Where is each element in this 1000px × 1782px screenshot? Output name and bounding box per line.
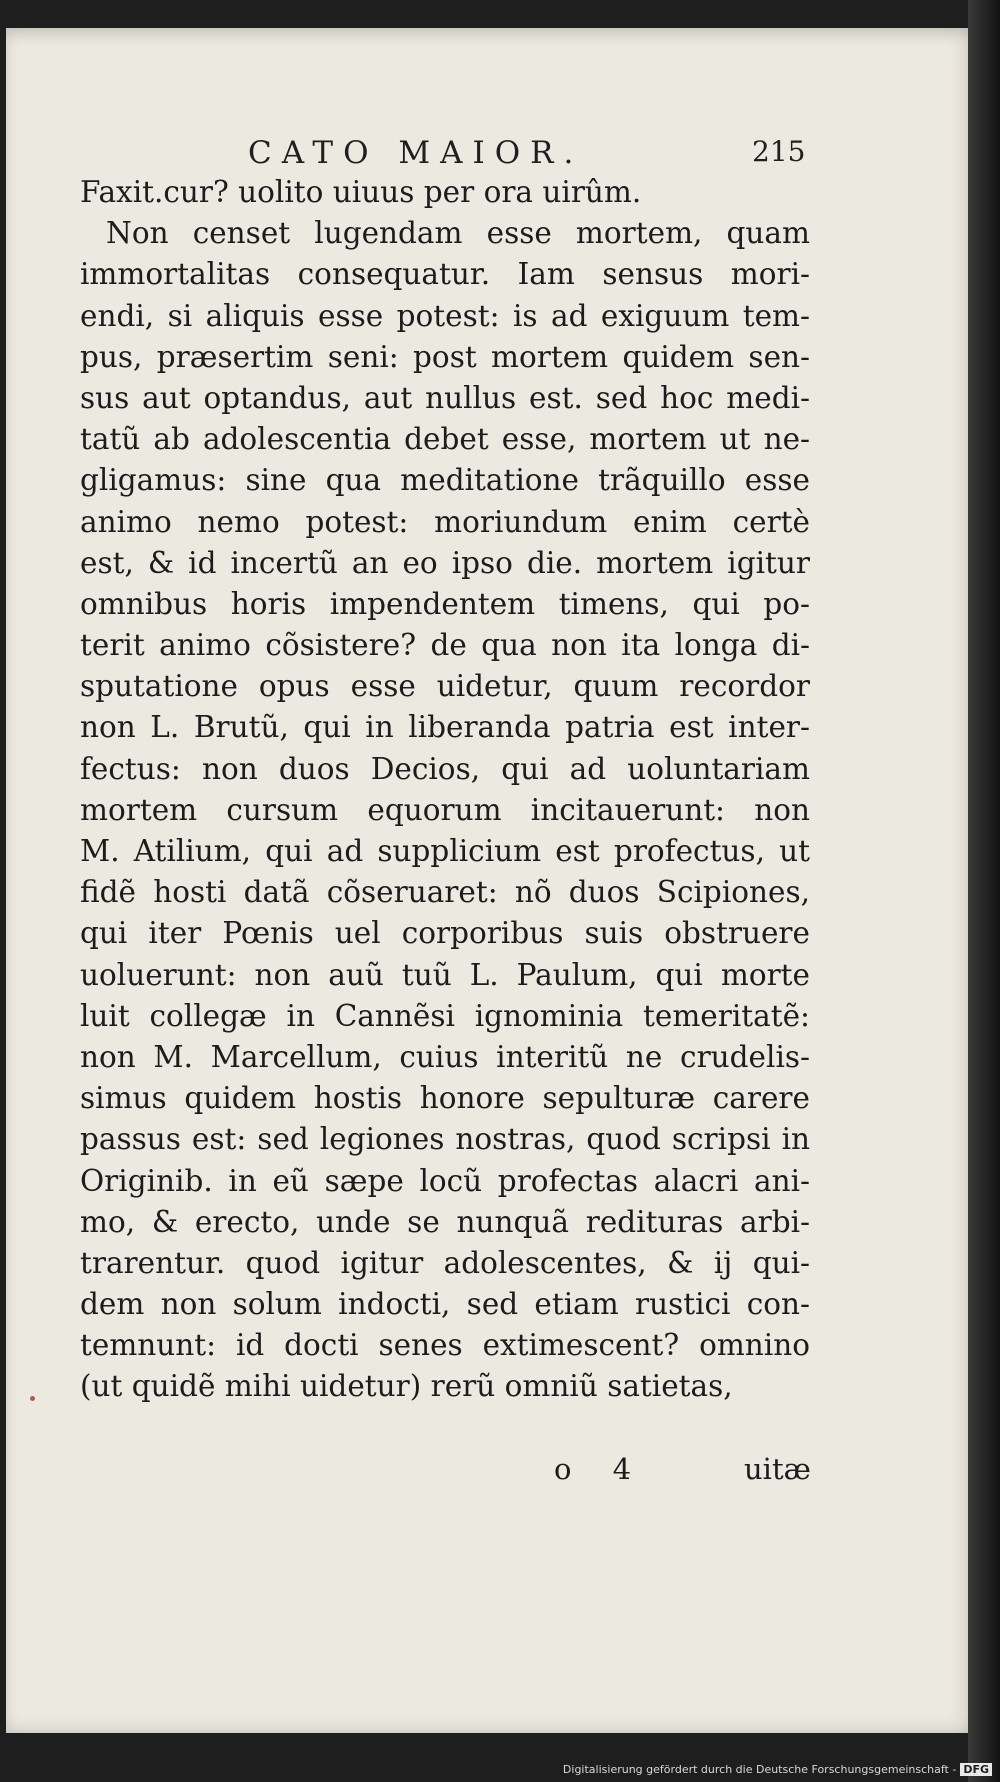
- text-line: tatũ ab adolescentia debet esse, mortem ut ne-: [80, 422, 810, 457]
- running-title: CATO MAIOR.: [248, 135, 584, 171]
- text-line: non M. Marcellum, cuius interitũ ne crudelis-: [80, 1039, 810, 1074]
- text-line: non L. Brutũ, qui in liberanda patria est inter-: [80, 710, 810, 745]
- text-line: uoluerunt: non auũ tuũ L. Paulum, qui morte: [80, 957, 810, 992]
- text-line: (ut quidẽ mihi uidetur) rerũ omniũ satietas,: [80, 1369, 733, 1404]
- book-spine-shadow: [968, 0, 1000, 1782]
- text-line: Originib. in eũ sæpe locũ profectas alacri ani-: [80, 1163, 810, 1198]
- text-line: animo nemo potest: moriundum enim certè: [80, 504, 810, 539]
- signature-mark: o 4: [554, 1452, 648, 1486]
- text-line: fidẽ hosti datã cõseruaret: nõ duos Scipiones,: [80, 875, 810, 910]
- ink-speck: [30, 1396, 35, 1401]
- text-line: omnibus horis impendentem timens, qui po-: [80, 586, 810, 621]
- text-line: pus, præsertim seni: post mortem quidem sen-: [80, 339, 810, 374]
- text-line: sus aut optandus, aut nullus est. sed hoc medi-: [80, 380, 810, 415]
- digitization-credit: [563, 1763, 992, 1776]
- text-line: Non censet lugendam esse mortem, quam: [106, 216, 810, 251]
- text-line: immortalitas consequatur. Iam sensus mori-: [80, 257, 810, 292]
- text-line: Faxit.cur? uolito uiuus per ora uirûm.: [80, 175, 642, 209]
- text-line: qui iter Pœnis uel corporibus suis obstruere: [80, 916, 810, 951]
- text-line: est, & id incertũ an eo ipso die. mortem igitur: [80, 545, 810, 580]
- body-text: [80, 172, 810, 1408]
- text-line: sputatione opus esse uidetur, quum recordor: [80, 669, 810, 704]
- dfg-logo: DFG: [960, 1763, 992, 1776]
- credit-text: Digitalisierung gefördert durch die Deutsche Forschungsgemeinschaft -: [562, 1763, 957, 1776]
- text-line: mortem cursum equorum incitauerunt: non: [80, 792, 810, 827]
- page-number: 215: [752, 135, 806, 168]
- running-head: [0, 135, 1000, 175]
- text-line: M. Atilium, qui ad supplicium est profectus, ut: [80, 834, 810, 868]
- text-line: terit animo cõsistere? de qua non ita longa di-: [80, 628, 810, 663]
- text-line: gligamus: sine qua meditatione trãquillo esse: [80, 463, 810, 498]
- text-line: passus est: sed legiones nostras, quod scripsi in: [80, 1122, 810, 1157]
- signature-line: [0, 1452, 1000, 1492]
- text-line: temnunt: id docti senes extimescent? omnino: [80, 1328, 810, 1363]
- text-line: dem non solum indocti, sed etiam rustici con-: [80, 1287, 810, 1322]
- text-line: mo, & erecto, unde se nunquã redituras arbi-: [80, 1204, 810, 1239]
- text-line: trarentur. quod igitur adolescentes, & ij qui-: [80, 1245, 810, 1280]
- catchword: uitæ: [744, 1452, 811, 1486]
- text-line: endi, si aliquis esse potest: is ad exiguum tem-: [80, 298, 810, 333]
- text-line: luit collegæ in Cannẽsi ignominia temeritatẽ:: [80, 998, 810, 1033]
- text-line: simus quidem hostis honore sepulturæ carere: [80, 1081, 810, 1116]
- text-line: fectus: non duos Decios, qui ad uoluntariam: [80, 751, 810, 786]
